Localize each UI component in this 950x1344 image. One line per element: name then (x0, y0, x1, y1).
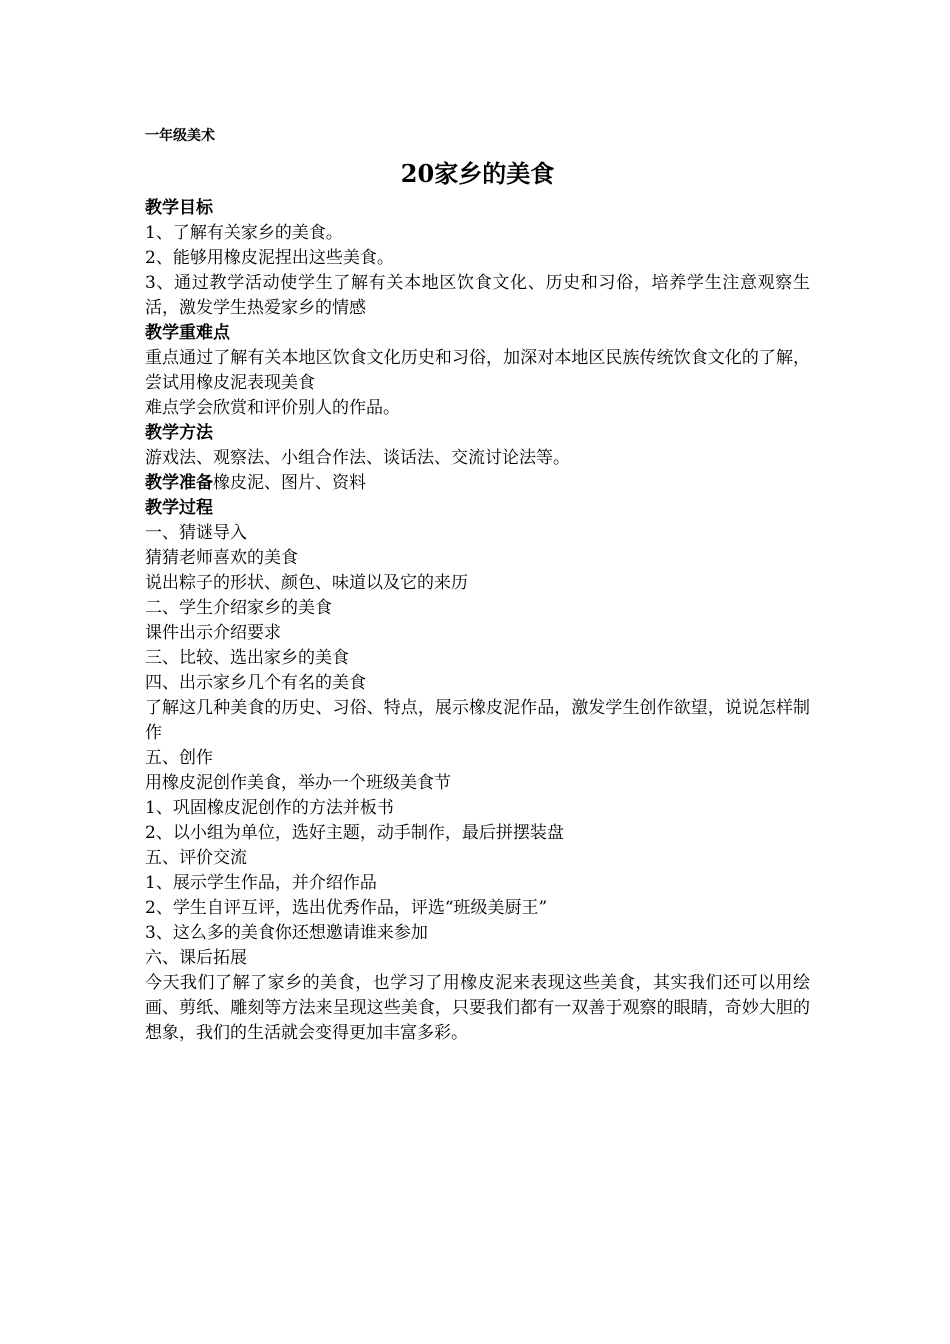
methods-text: 游戏法、观察法、小组合作法、谈话法、交流讨论法等。 (145, 448, 570, 468)
process-step: 2、以小组为单位，选好主题，动手制作，最后拼摆装盘 (145, 823, 564, 843)
process-step: 1、展示学生作品，并介绍作品 (145, 873, 377, 893)
lesson-body (145, 196, 810, 1046)
preparation-heading: 教学准备 (145, 473, 213, 493)
objectives-heading: 教学目标 (145, 198, 213, 218)
process-step: 用橡皮泥创作美食，举办一个班级美食节 (145, 773, 451, 793)
document-page (145, 126, 810, 1046)
objective-item: 2、能够用橡皮泥捏出这些美食。 (145, 248, 394, 268)
process-step: 猜猜老师喜欢的美食 (145, 548, 298, 568)
preparation-text: 橡皮泥、图片、资料 (213, 473, 366, 493)
process-step: 1、巩固橡皮泥创作的方法并板书 (145, 798, 394, 818)
key-points-heading: 教学重难点 (145, 323, 230, 343)
process-step: 课件出示介绍要求 (145, 623, 281, 643)
preparation-line (145, 471, 810, 496)
process-step: 了解这几种美食的历史、习俗、特点，展示橡皮泥作品，激发学生创作欲望，说说怎样制作 (145, 698, 810, 743)
grade-label: 一年级美术 (145, 128, 215, 144)
objective-item: 3、通过教学活动使学生了解有关本地区饮食文化、历史和习俗，培养学生注意观察生活，激发学生热爱家乡的情感 (145, 273, 810, 318)
key-point-item: 重点通过了解有关本地区饮食文化历史和习俗，加深对本地区民族传统饮食文化的了解，尝试用橡皮泥表现美食 (145, 348, 810, 393)
process-step: 五、创作 (145, 748, 213, 768)
process-step: 六、课后拓展 (145, 948, 247, 968)
process-step: 今天我们了解了家乡的美食，也学习了用橡皮泥来表现这些美食，其实我们还可以用绘画、剪纸、雕刻等方法来呈现这些美食，只要我们都有一双善于观察的眼睛，奇妙大胆的想象，我们的生活就会变得更加丰富多彩。 (145, 973, 810, 1043)
process-heading: 教学过程 (145, 498, 213, 518)
key-point-item: 难点学会欣赏和评价别人的作品。 (145, 398, 400, 418)
process-step: 3、这么多的美食你还想邀请谁来参加 (145, 923, 428, 943)
process-step: 五、评价交流 (145, 848, 247, 868)
process-step: 2、学生自评互评，选出优秀作品，评选“班级美厨王” (145, 898, 548, 918)
methods-heading: 教学方法 (145, 423, 213, 443)
objective-item: 1、了解有关家乡的美食。 (145, 223, 343, 243)
process-step: 说出粽子的形状、颜色、味道以及它的来历 (145, 573, 468, 593)
process-step: 二、学生介绍家乡的美食 (145, 598, 332, 618)
process-step: 四、出示家乡几个有名的美食 (145, 673, 366, 693)
process-step: 一、猜谜导入 (145, 523, 247, 543)
process-step: 三、比较、选出家乡的美食 (145, 648, 349, 668)
lesson-title: 20家乡的美食 (400, 159, 555, 188)
